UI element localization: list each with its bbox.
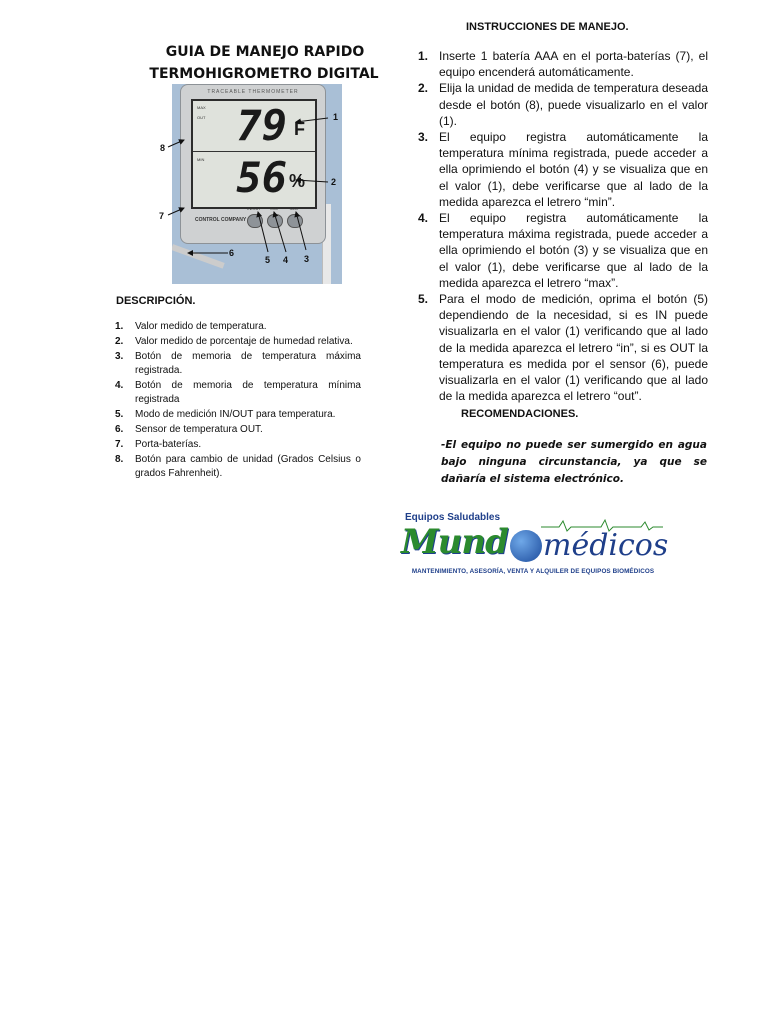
button-label-min: MIN bbox=[270, 206, 278, 211]
button-label-inout: IN/OUT bbox=[247, 206, 261, 211]
list-item: 4. El equipo registra automáticamente la temperatura máxima registrada, puede acceder a ella oprimiendo el botón (3) y se visualiza que en el valor (1), debe verificarse que al lado de la medida aparezca el letrero “max”. bbox=[418, 211, 708, 290]
list-item: 1. Inserte 1 batería AAA en el porta-baterías (7), el equipo encenderá automáticamente. bbox=[418, 49, 708, 80]
temperature-reading: 79 bbox=[236, 101, 287, 150]
list-item: 8. Botón para cambio de unidad (Grados Celsius o grados Fahrenheit). bbox=[115, 454, 361, 479]
device-title: TERMOHIGROMETRO DIGITAL bbox=[149, 66, 379, 82]
list-item: 1. Valor medido de temperatura. bbox=[115, 321, 267, 332]
guide-title: GUIA DE MANEJO RAPIDO bbox=[165, 44, 365, 60]
callout-5: 5 bbox=[265, 255, 271, 265]
lcd-tag-max: MAX bbox=[197, 105, 206, 110]
callout-4: 4 bbox=[283, 255, 289, 265]
list-item: 4. Botón de memoria de temperatura mínima registrada bbox=[115, 380, 361, 405]
device-header-label: TRACEABLE THERMOMETER bbox=[207, 89, 299, 95]
callout-2: 2 bbox=[331, 177, 337, 187]
callout-1: 1 bbox=[333, 112, 339, 122]
list-item: 5. Modo de medición IN/OUT para temperatura. bbox=[115, 409, 336, 420]
callout-3: 3 bbox=[304, 254, 310, 264]
list-item: 2. Valor medido de porcentaje de humedad relativa. bbox=[115, 336, 353, 347]
description-list bbox=[115, 320, 361, 482]
lcd-tag-out: OUT bbox=[197, 115, 206, 120]
list-item: 6. Sensor de temperatura OUT. bbox=[115, 424, 263, 435]
company-logo bbox=[401, 512, 669, 578]
callout-7: 7 bbox=[159, 211, 165, 221]
humidity-reading: 56 bbox=[236, 153, 287, 202]
control-company-logo: CONTROL COMPANY bbox=[195, 217, 247, 223]
logo-subtitle: MANTENIMIENTO, ASESORÍA, VENTA Y ALQUILER DE EQUIPOS BIOMÉDICOS bbox=[411, 568, 655, 575]
logo-word-left: Mund bbox=[401, 522, 508, 562]
list-item: 5. Para el modo de medición, oprima el botón (5) dependiendo de la necesidad, si es IN puede visualizarla en el valor (1) verificando que al lado de la medida aparezca el letrero “in”, si es OUT la temperatura es medida por el sensor (6), puede visualizarla en el valor (1) verificando que al lado de la medida aparezca el letrero “out”. bbox=[418, 292, 708, 404]
temperature-unit: F bbox=[294, 119, 305, 139]
logo-word-right: médicos bbox=[543, 528, 669, 563]
list-item: 2. Elija la unidad de medida de temperatura deseada desde el botón (8), puede visualizarlo en el valor (1). bbox=[418, 81, 708, 128]
button-label-max: MAX bbox=[289, 206, 299, 211]
callout-6: 6 bbox=[229, 248, 235, 258]
description-heading: DESCRIPCIÓN. bbox=[116, 295, 196, 307]
list-item: 7. Porta-baterías. bbox=[115, 439, 202, 450]
lcd-tag-min: MIN bbox=[197, 157, 205, 162]
list-item: 3. El equipo registra automáticamente la temperatura mínima registrada, puede acceder a ella oprimiendo el botón (4) y se visualiza que en el valor (1), debe verificarse que al lado de la medida aparezca el letrero “min”. bbox=[418, 130, 708, 209]
list-item: 3. Botón de memoria de temperatura máxima registrada. bbox=[115, 351, 361, 376]
recommendation-text: -El equipo no puede ser sumergido en agua bajo ninguna circunstancia, ya que se dañaría el sistema electrónico. bbox=[441, 439, 707, 485]
callout-8: 8 bbox=[160, 143, 166, 153]
logo-tagline-top: Equipos Saludables bbox=[405, 512, 501, 523]
humidity-unit: % bbox=[288, 171, 305, 191]
globe-icon bbox=[510, 530, 542, 562]
callout-arrows bbox=[150, 100, 350, 270]
instructions-list bbox=[418, 48, 708, 404]
instructions-heading: INSTRUCCIONES DE MANEJO. bbox=[466, 21, 629, 33]
recommendations-heading: RECOMENDACIONES. bbox=[461, 408, 579, 420]
